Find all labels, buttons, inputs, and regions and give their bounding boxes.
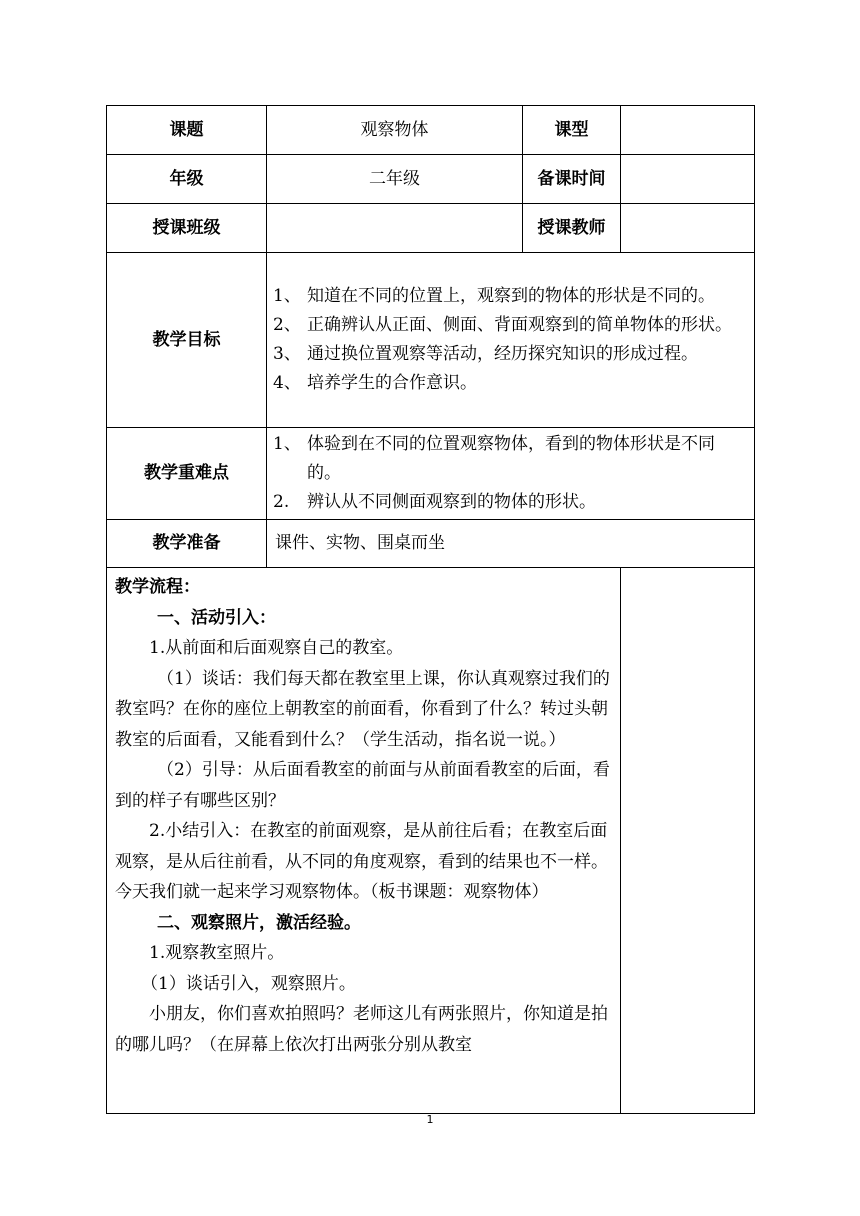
flow-notes-column [621, 568, 755, 1114]
teacher-label: 授课教师 [523, 204, 621, 253]
key-point-item: 2. 辨认从不同侧面观察到的物体的形状。 [273, 492, 596, 512]
class-value [267, 204, 523, 253]
type-value [621, 106, 755, 155]
key-points-label: 教学重难点 [107, 428, 267, 520]
goal-item: 2、 正确辨认从正面、侧面、背面观察到的简单物体的形状。 [273, 315, 732, 335]
goal-item: 3、 通过换位置观察等活动，经历探究知识的形成过程。 [273, 344, 698, 364]
key-point-item: 1、 体验到在不同的位置观察物体，看到的物体形状是不同的。 [273, 434, 715, 483]
page-number: 1 [426, 1113, 434, 1126]
goals-list [267, 253, 755, 428]
flow-section-1: 一、活动引入： [157, 607, 276, 628]
class-label: 授课班级 [107, 204, 267, 253]
teacher-value [621, 204, 755, 253]
row-class [107, 204, 755, 253]
flow-section-2: 二、观察照片，激活经验。 [157, 912, 361, 933]
flow-paragraph: 小朋友，你们喜欢拍照吗？老师这儿有两张照片，你知道是拍的哪儿吗？（在屏幕上依次打出两张分别从教室 [115, 1004, 608, 1055]
flow-paragraph: 1.从前面和后面观察自己的教室。 [149, 638, 404, 658]
row-key-points [107, 428, 755, 520]
prep-time-label: 备课时间 [523, 155, 621, 204]
flow-paragraph: （1）谈话：我们每天都在教室里上课，你认真观察过我们的教室吗？在你的座位上朝教室的前面看，你看到了什么？转过头朝教室的后面看，又能看到什么？（学生活动，指名说一说。） [115, 668, 610, 750]
flow-paragraph: 2.小结引入：在教室的前面观察，是从前往后看；在教室后面观察，是从后往前看，从不同的角度观察，看到的结果也不一样。今天我们就一起来学习观察物体。（板书课题：观察物体） [115, 821, 608, 902]
topic-value: 观察物体 [267, 106, 523, 155]
row-preparation [107, 520, 755, 568]
flow-paragraph: 1.观察教室照片。 [149, 943, 285, 963]
flow-paragraph: （1）谈话引入，观察照片。 [141, 973, 356, 994]
key-points-list [267, 428, 755, 520]
prep-time-value [621, 155, 755, 204]
lesson-plan-table [106, 105, 755, 1114]
teaching-flow [107, 568, 621, 1114]
goal-item: 4、 培养学生的合作意识。 [273, 373, 477, 393]
flow-paragraph: （2）引导：从后面看教室的前面与从前面看教室的后面，看到的样子有哪些区别？ [115, 760, 610, 811]
topic-label: 课题 [107, 106, 267, 155]
preparation-label: 教学准备 [107, 520, 267, 568]
flow-title: 教学流程： [115, 577, 200, 597]
row-flow [107, 568, 755, 1114]
goal-item: 1、 知道在不同的位置上，观察到的物体的形状是不同的。 [273, 286, 715, 306]
row-goals [107, 253, 755, 428]
preparation-value: 课件、实物、围桌而坐 [267, 520, 755, 568]
goals-label: 教学目标 [107, 253, 267, 428]
type-label: 课型 [523, 106, 621, 155]
grade-label: 年级 [107, 155, 267, 204]
grade-value: 二年级 [267, 155, 523, 204]
row-grade [107, 155, 755, 204]
row-topic [107, 106, 755, 155]
